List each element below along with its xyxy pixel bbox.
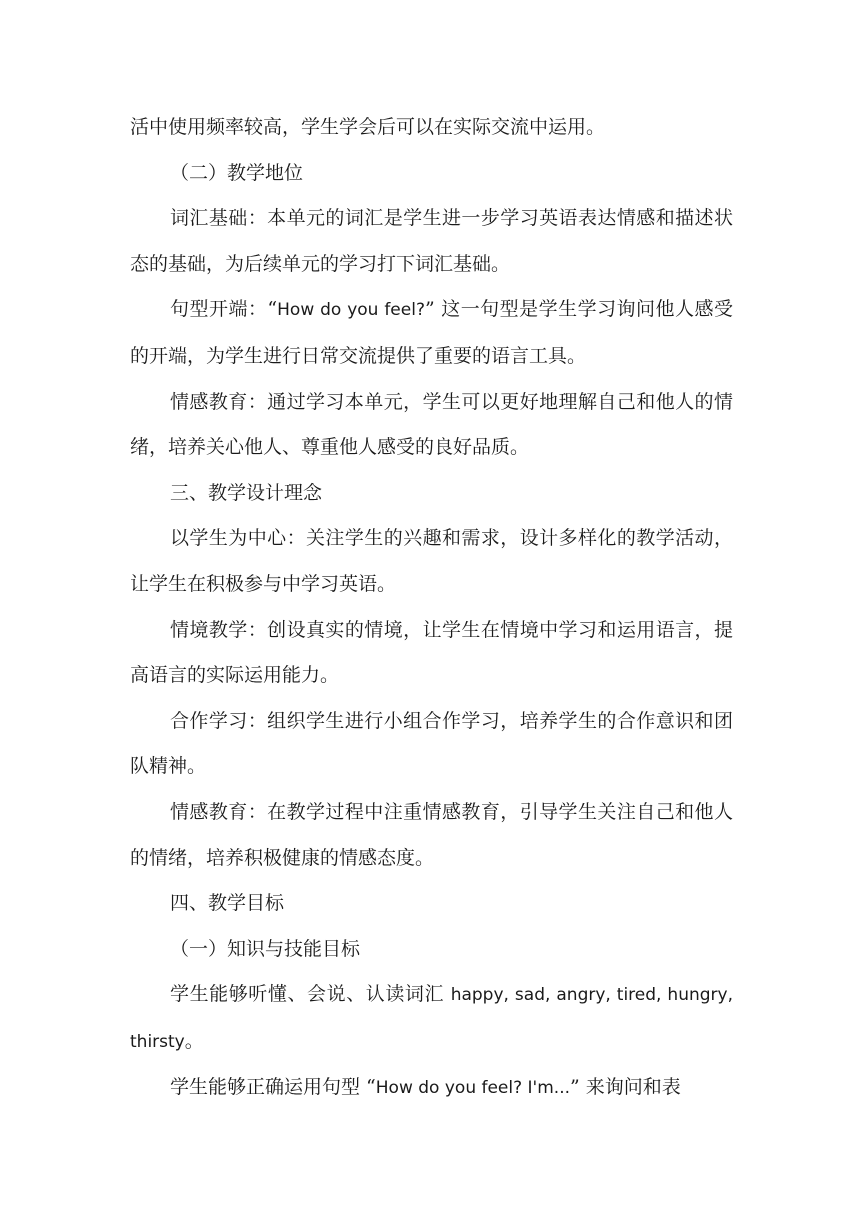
text-segment: ” 来询问和表 — [570, 1076, 681, 1099]
subheading-teaching-position: （二）教学地位 — [170, 161, 304, 184]
paragraph-sentence-objective — [130, 1065, 733, 1112]
paragraph-sentence-pattern — [130, 287, 733, 379]
paragraph-cooperative-learning: 合作学习：组织学生进行小组合作学习，培养学生的合作意识和团队精神。 — [130, 709, 733, 778]
subheading-knowledge-skills: （一）知识与技能目标 — [170, 937, 361, 960]
heading-teaching-objectives: 四、教学目标 — [170, 892, 285, 915]
paragraph-vocabulary-objective — [130, 972, 733, 1065]
text-segment: ” 这一句型是学生学习询问他人感受的开端，为学生进行日常交流提供了重要的语言工具。 — [130, 298, 733, 367]
paragraph-emotional-education-2: 情感教育：在教学过程中注重情感教育，引导学生关注自己和他人的情绪，培养积极健康的情感态度。 — [130, 800, 733, 869]
english-sentence: How do you feel? — [277, 300, 425, 321]
paragraph-student-centered: 以学生为中心：关注学生的兴趣和需求，设计多样化的教学活动，让学生在积极参与中学习英语。 — [130, 527, 733, 595]
text-segment: 。 — [184, 1029, 204, 1052]
english-vocabulary: happy, sad, angry, tired, hungry, thirsty — [130, 985, 733, 1052]
paragraph-vocabulary-basis: 词汇基础：本单元的词汇是学生进一步学习英语表达情感和描述状态的基础，为后续单元的学习打下词汇基础。 — [130, 207, 733, 275]
paragraph-situational-teaching: 情境教学：创设真实的情境，让学生在情境中学习和运用语言，提高语言的实际运用能力。 — [130, 618, 733, 687]
paragraph-continuation: 活中使用频率较高，学生学会后可以在实际交流中运用。 — [130, 116, 606, 138]
text-segment: 学生能够正确运用句型 “ — [170, 1076, 376, 1099]
text-segment: 句型开端：“ — [170, 298, 278, 321]
text-segment: 学生能够听懂、会说、认读词汇 — [170, 983, 451, 1006]
english-sentence: How do you feel? I'm... — [375, 1078, 571, 1099]
paragraph-emotional-education: 情感教育：通过学习本单元，学生可以更好地理解自己和他人的情绪，培养关心他人、尊重他人感受的良好品质。 — [130, 390, 733, 459]
document-body — [130, 105, 733, 1112]
heading-design-philosophy: 三、教学设计理念 — [170, 481, 323, 504]
